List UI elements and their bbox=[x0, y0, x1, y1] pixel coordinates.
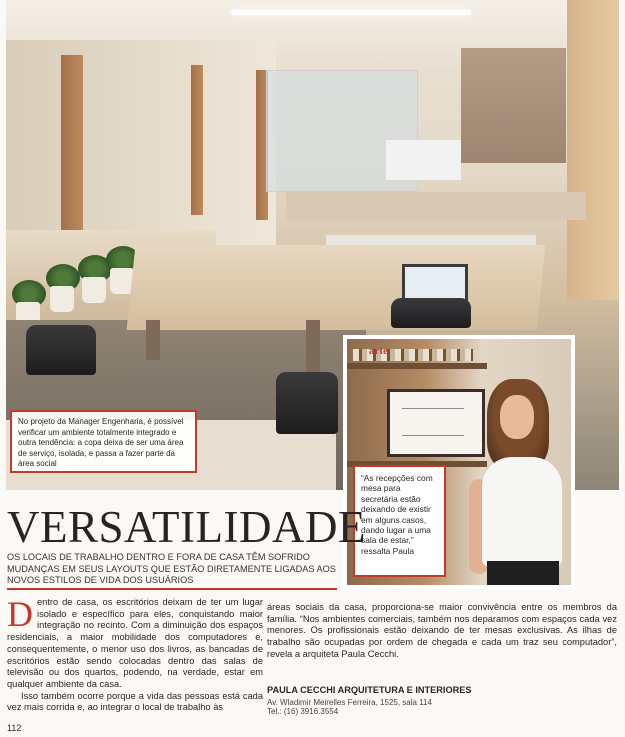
article-headline: VERSATILIDADE bbox=[7, 502, 366, 552]
portrait-face bbox=[500, 395, 534, 439]
body-paragraph: Isso também ocorre porque a vida das pessoas está cada vez mais corrida e, ao integrar o local de trabalho às bbox=[7, 690, 263, 713]
photo-logo-glass bbox=[386, 140, 461, 180]
photo-desk-leg bbox=[146, 320, 160, 360]
drop-cap: D bbox=[7, 594, 33, 634]
photo-plant-pot bbox=[82, 277, 106, 303]
page-number: 112 bbox=[7, 723, 22, 733]
body-paragraph-text: entro de casa, os escritórios deixam de ter um lugar isolado e específico para eles, conquistando maior integração no recinto. Com a diminuição dos espaços residenciais, a maior mobilidade dos computadores e, consequentemente, o menor uso dos livros, as bancadas de escritórios estão sendo colocadas dentro das salas de televisão ou dos quartos, podendo, na verdade, estar em qualquer ambiente da casa. bbox=[7, 597, 263, 689]
pull-quote bbox=[353, 465, 446, 577]
photo-kitchen-counter bbox=[286, 192, 586, 220]
article-deck: OS LOCAIS DE TRABALHO DENTRO E FORA DE CASA TÊM SOFRIDO MUDANÇAS EM SEUS LAYOUTS QUE ESTÃO DIRETAMENTE LIGADAS AOS NOVOS ESTILOS DE VIDA DOS USUÁRIOS bbox=[7, 552, 336, 586]
photo-caption-text: No projeto da Manager Engenharia, é possível verificar um ambiente totalmente integrado e outra tendência: a copa deixa de ser uma área de serviço, isolada, e passa a fazer parte da área social bbox=[18, 417, 184, 468]
photo-bookshelf bbox=[567, 0, 619, 300]
body-column-right bbox=[267, 602, 617, 661]
portrait-top bbox=[482, 457, 562, 567]
accent-rule bbox=[7, 588, 337, 590]
photo-wood-panel bbox=[191, 65, 203, 215]
body-paragraph bbox=[7, 594, 263, 691]
pull-quote-text: “As recepções com mesa para secretária estão deixando de existir em alguns casos, dando lugar a uma sala de estar,” ressalta Paula bbox=[361, 473, 433, 556]
photo-chair bbox=[26, 325, 96, 375]
photo-desk-leg bbox=[306, 320, 320, 375]
body-column-left bbox=[7, 594, 263, 714]
photo-chair bbox=[276, 372, 338, 434]
portrait-framed-picture bbox=[387, 389, 485, 457]
credit-phone: Tel.: (16) 3916.3554 bbox=[267, 707, 339, 716]
photo-plant-pot bbox=[50, 286, 74, 312]
portrait-pants bbox=[487, 561, 559, 589]
credit-address: Av. Wladimir Meirelles Ferreira, 1525, sala 114 bbox=[267, 698, 432, 707]
photo-light-strip bbox=[231, 10, 471, 15]
photo-kitchen-cabinets bbox=[461, 48, 566, 163]
photo-desk bbox=[127, 245, 546, 330]
portrait-shelf-label: arte bbox=[369, 345, 388, 357]
body-paragraph: áreas sociais da casa, proporciona-se maior convivência entre os membros da família. “Nos ambientes comerciais, também nos deparamos com espaços cada vez menores. Os profissionais estão deixando de ter mesas exclusivas. As ilhas de trabalho são ocupadas por ordem de chegada e cada um traz seu computador”, revela a arquiteta Paula Cecchi. bbox=[267, 602, 617, 659]
portrait-shelf bbox=[347, 363, 487, 369]
portrait-frame-sketch bbox=[402, 408, 464, 436]
photo-wood-panel bbox=[61, 55, 83, 230]
photo-caption bbox=[10, 410, 197, 473]
photo-chair bbox=[391, 298, 471, 328]
credit-company: PAULA CECCHI ARQUITETURA E INTERIORES bbox=[267, 685, 472, 695]
